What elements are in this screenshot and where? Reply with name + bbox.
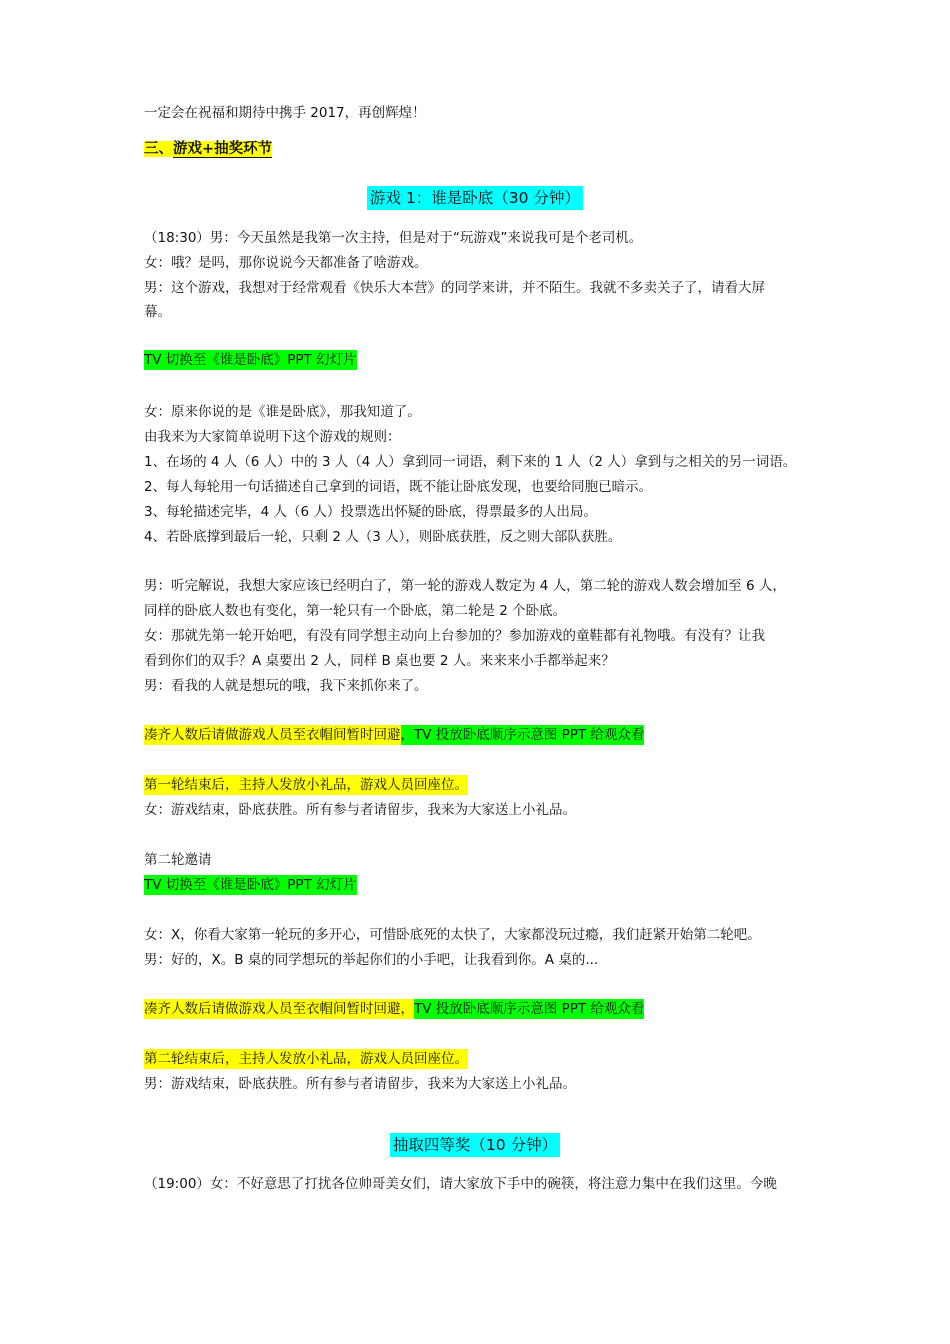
section-title: 游戏+抽奖环节 bbox=[173, 141, 273, 157]
paragraph-line: 一定会在祝福和期待中携手 2017，再创辉煌！ bbox=[144, 105, 426, 121]
rule-item: 3、每轮描述完毕，4 人（6 人）投票选出怀疑的卧底，得票最多的人出局。 bbox=[144, 504, 597, 520]
stage-cue bbox=[144, 875, 824, 895]
rule-item: 1、在场的 4 人（6 人）中的 3 人（4 人）拿到同一词语，剩下来的 1 人（2 人）拿到与之相关的另一词语。 bbox=[144, 454, 797, 470]
dialogue-line: 男：听完解说，我想大家应该已经明白了，第一轮的游戏人数定为 4 人，第二轮的游戏人数会增加至 6 人， bbox=[144, 578, 786, 594]
dialogue-line: 看到你们的双手？A 桌要出 2 人，同样 B 桌也要 2 人。来来来小手都举起来？ bbox=[144, 653, 615, 669]
dialogue-line: 女：X，你看大家第一轮玩的多开心，可惜卧底死的太快了，大家都没玩过瘾，我们赶紧开始第二轮吧。 bbox=[144, 927, 761, 943]
dialogue-line: （18:30）男：今天虽然是我第一次主持，但是对于“玩游戏”来说我可是个老司机。 bbox=[144, 230, 643, 246]
round-end-highlight: 第一轮结束后，主持人发放小礼品，游戏人员回座位。 bbox=[144, 775, 468, 795]
prize-title-text: 抽取四等奖（10 分钟） bbox=[390, 1133, 560, 1157]
dialogue-line: 男：看我的人就是想玩的哦，我下来抓你来了。 bbox=[144, 678, 428, 694]
dialogue-line: （19:00）女：不好意思了打扰各位帅哥美女们，请大家放下手中的碗筷，将注意力集中在我们这里。今晚 bbox=[144, 1176, 777, 1192]
round-end-highlight: 第二轮结束后，主持人发放小礼品，游戏人员回座位。 bbox=[144, 1049, 468, 1069]
dialogue-line: 女：游戏结束，卧底获胜。所有参与者请留步，我来为大家送上小礼品。 bbox=[144, 802, 576, 818]
rule-item: 4、若卧底撑到最后一轮，只剩 2 人（3 人），则卧底获胜，反之则大部队获胜。 bbox=[144, 529, 622, 545]
stage-cue bbox=[144, 1049, 824, 1069]
section-number: 三、 bbox=[144, 141, 173, 157]
dialogue-line: 同样的卧底人数也有变化，第一轮只有一个卧底，第二轮是 2 个卧底。 bbox=[144, 603, 567, 619]
cue-yellow-highlight: 凑齐人数后请做游戏人员至衣帽间暂时回避 bbox=[144, 725, 401, 745]
section-heading bbox=[144, 139, 824, 159]
tv-cue-highlight: TV 切换至《谁是卧底》PPT 幻灯片 bbox=[144, 350, 357, 370]
stage-cue bbox=[144, 725, 824, 745]
dialogue-line: 幕。 bbox=[144, 304, 171, 320]
rule-item: 2、每人每轮用一句话描述自己拿到的词语，既不能让卧底发现，也要给同胞已暗示。 bbox=[144, 479, 653, 495]
dialogue-line: 女：原来你说的是《谁是卧底》，那我知道了。 bbox=[144, 404, 421, 420]
stage-cue bbox=[144, 775, 824, 795]
dialogue-line: 女：哦？是吗，那你说说今天都准备了啥游戏。 bbox=[144, 255, 428, 271]
game1-title bbox=[0, 186, 950, 210]
paragraph-line: 第二轮邀请 bbox=[144, 852, 212, 868]
stage-cue bbox=[144, 999, 824, 1019]
paragraph-line: 由我来为大家简单说明下这个游戏的规则： bbox=[144, 429, 401, 445]
dialogue-line: 女：那就先第一轮开始吧，有没有同学想主动向上台参加的？参加游戏的童鞋都有礼物哦。有没有？让我 bbox=[144, 628, 765, 644]
dialogue-line: 男：这个游戏，我想对于经常观看《快乐大本营》的同学来讲，并不陌生。我就不多卖关子了，请看大屏 bbox=[144, 280, 765, 296]
tv-cue-highlight: TV 切换至《谁是卧底》PPT 幻灯片 bbox=[144, 875, 357, 895]
prize-title bbox=[0, 1133, 950, 1157]
stage-cue bbox=[144, 350, 824, 370]
dialogue-line: 男：好的，X。B 桌的同学想玩的举起你们的小手吧，让我看到你。A 桌的... bbox=[144, 952, 599, 968]
game1-title-text: 游戏 1：谁是卧底（30 分钟） bbox=[367, 186, 583, 210]
cue-green-highlight: TV 投放卧底顺序示意图 PPT 给观众看 bbox=[414, 999, 644, 1019]
cue-green-highlight: ，TV 投放卧底顺序示意图 PPT 给观众看 bbox=[401, 725, 645, 745]
cue-yellow-highlight: 凑齐人数后请做游戏人员至衣帽间暂时回避， bbox=[144, 999, 414, 1019]
dialogue-line: 男：游戏结束，卧底获胜。所有参与者请留步，我来为大家送上小礼品。 bbox=[144, 1076, 576, 1092]
